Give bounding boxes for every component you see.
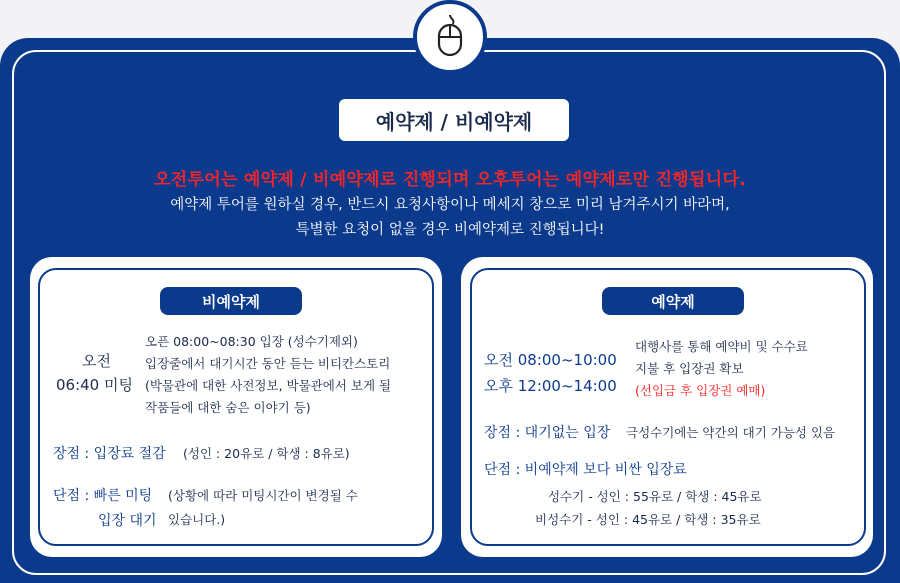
right-desc-red: (선입금 후 입장권 예매) (635, 383, 766, 398)
left-con-label-1: 단점 : 빠른 미팅 (53, 488, 153, 504)
page-title: 예약제 / 비예약제 (339, 99, 569, 141)
notice-red-line: 오전투어는 예약제 / 비예약제로 진행되며 오후투어는 예약제로만 진행됩니다. (154, 170, 746, 190)
left-time-label: 오전 (82, 352, 111, 370)
left-time-value: 06:40 미팅 (56, 376, 133, 394)
right-desc-line-1: 대행사를 통해 예약비 및 수수료 (635, 339, 808, 354)
right-con-label: 단점 : 비예약제 보다 비싼 입장료 (484, 462, 687, 478)
reservation-title: 예약제 (602, 287, 744, 315)
right-time-pm: 오후 12:00~14:00 (484, 377, 617, 395)
left-desc-line-3: (박물관에 대한 사전정보, 박물관에서 보게 될 (145, 378, 392, 393)
left-con-detail-2: 있습니다.) (168, 512, 226, 527)
right-pro-label: 장점 : 대기없는 입장 (484, 425, 611, 441)
right-time-am: 오전 08:00~10:00 (484, 351, 617, 369)
notice-line-3: 특별한 요청이 없을 경우 비예약제로 진행됩니다! (295, 222, 605, 238)
right-desc-line-2: 지불 후 입장권 확보 (635, 361, 744, 376)
right-price-peak: 성수기 - 성인 : 55유로 / 학생 : 45유로 (548, 489, 762, 504)
mouse-badge (413, 0, 487, 74)
left-pro-label: 장점 : 입장료 절감 (53, 446, 166, 462)
non-reservation-title: 비예약제 (160, 287, 302, 315)
left-desc-line-2: 입장줄에서 대기시간 동안 듣는 비티칸스토리 (145, 356, 391, 371)
left-con-label-2: 입장 대기 (98, 513, 157, 529)
notice-line-2: 예약제 투어를 원하실 경우, 반드시 요청사항이나 메세지 창으로 미리 남겨주시기 바라며, (170, 197, 730, 213)
left-desc-line-1: 오픈 08:00~08:30 입장 (성수기제외) (145, 334, 358, 349)
left-con-detail-1: (상황에 따라 미팅시간이 변경될 수 (168, 488, 358, 503)
left-pro-detail: (성인 : 20유로 / 학생 : 8유로) (183, 446, 350, 461)
right-pro-detail: 극성수기에는 약간의 대기 가능성 있음 (626, 425, 836, 440)
left-desc-line-4: 작품들에 대한 숨은 이야기 등) (145, 400, 311, 415)
mouse-icon (435, 13, 465, 61)
right-price-off: 비성수기 - 성인 : 45유로 / 학생 : 35유로 (535, 512, 761, 527)
